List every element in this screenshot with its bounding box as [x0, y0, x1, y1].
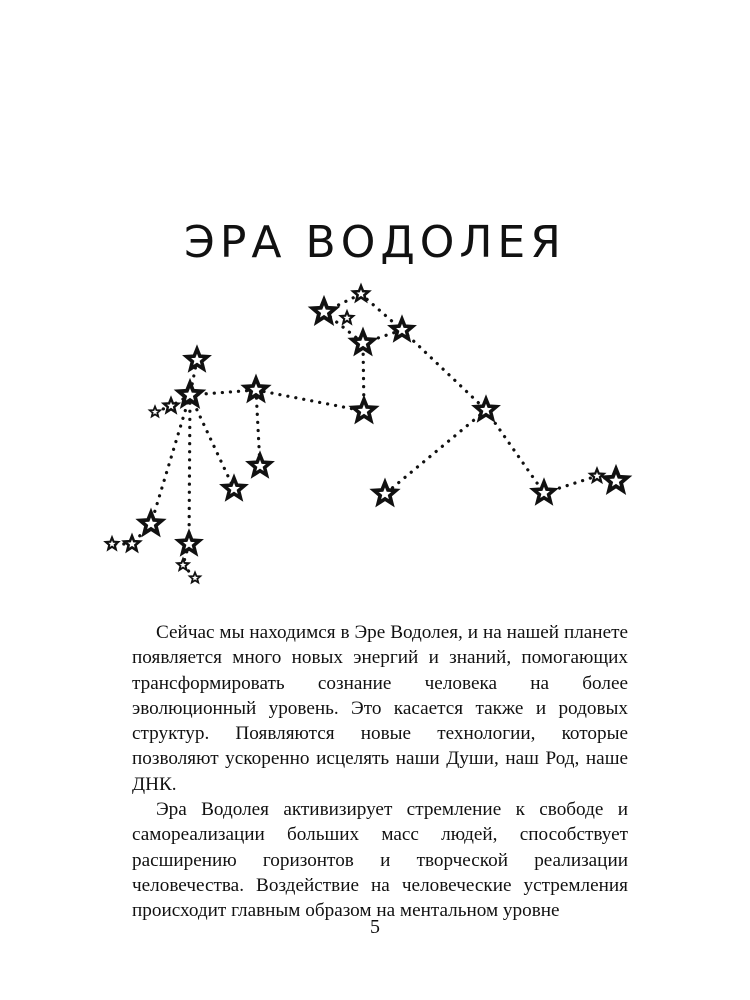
aquarius-constellation-icon: [0, 270, 750, 600]
chapter-title: ЭРА ВОДОЛЕЯ: [184, 217, 566, 269]
page-number: 5: [370, 916, 380, 938]
body-text: [132, 620, 628, 924]
constellation-stars: [106, 286, 628, 582]
paragraph: Сейчас мы находимся в Эре Водолея, и на нашей планете появляется много новых энергий и знаний, помогающих трансформировать сознание человека на более эволюционный уровень. Это касается также и родовых структур. Появляются новые технологии, которые позволяют ускоренно исцелять наши Души, наш Род, наше ДНК.: [132, 622, 628, 795]
paragraph: Эра Водолея активизирует стремление к свободе и самореализации больших масс людей, способствует расширению горизонтов и творческой реализации человечества. Воздействие на человеческие устремления происходит главным образом на ментальном уровне: [132, 799, 628, 922]
